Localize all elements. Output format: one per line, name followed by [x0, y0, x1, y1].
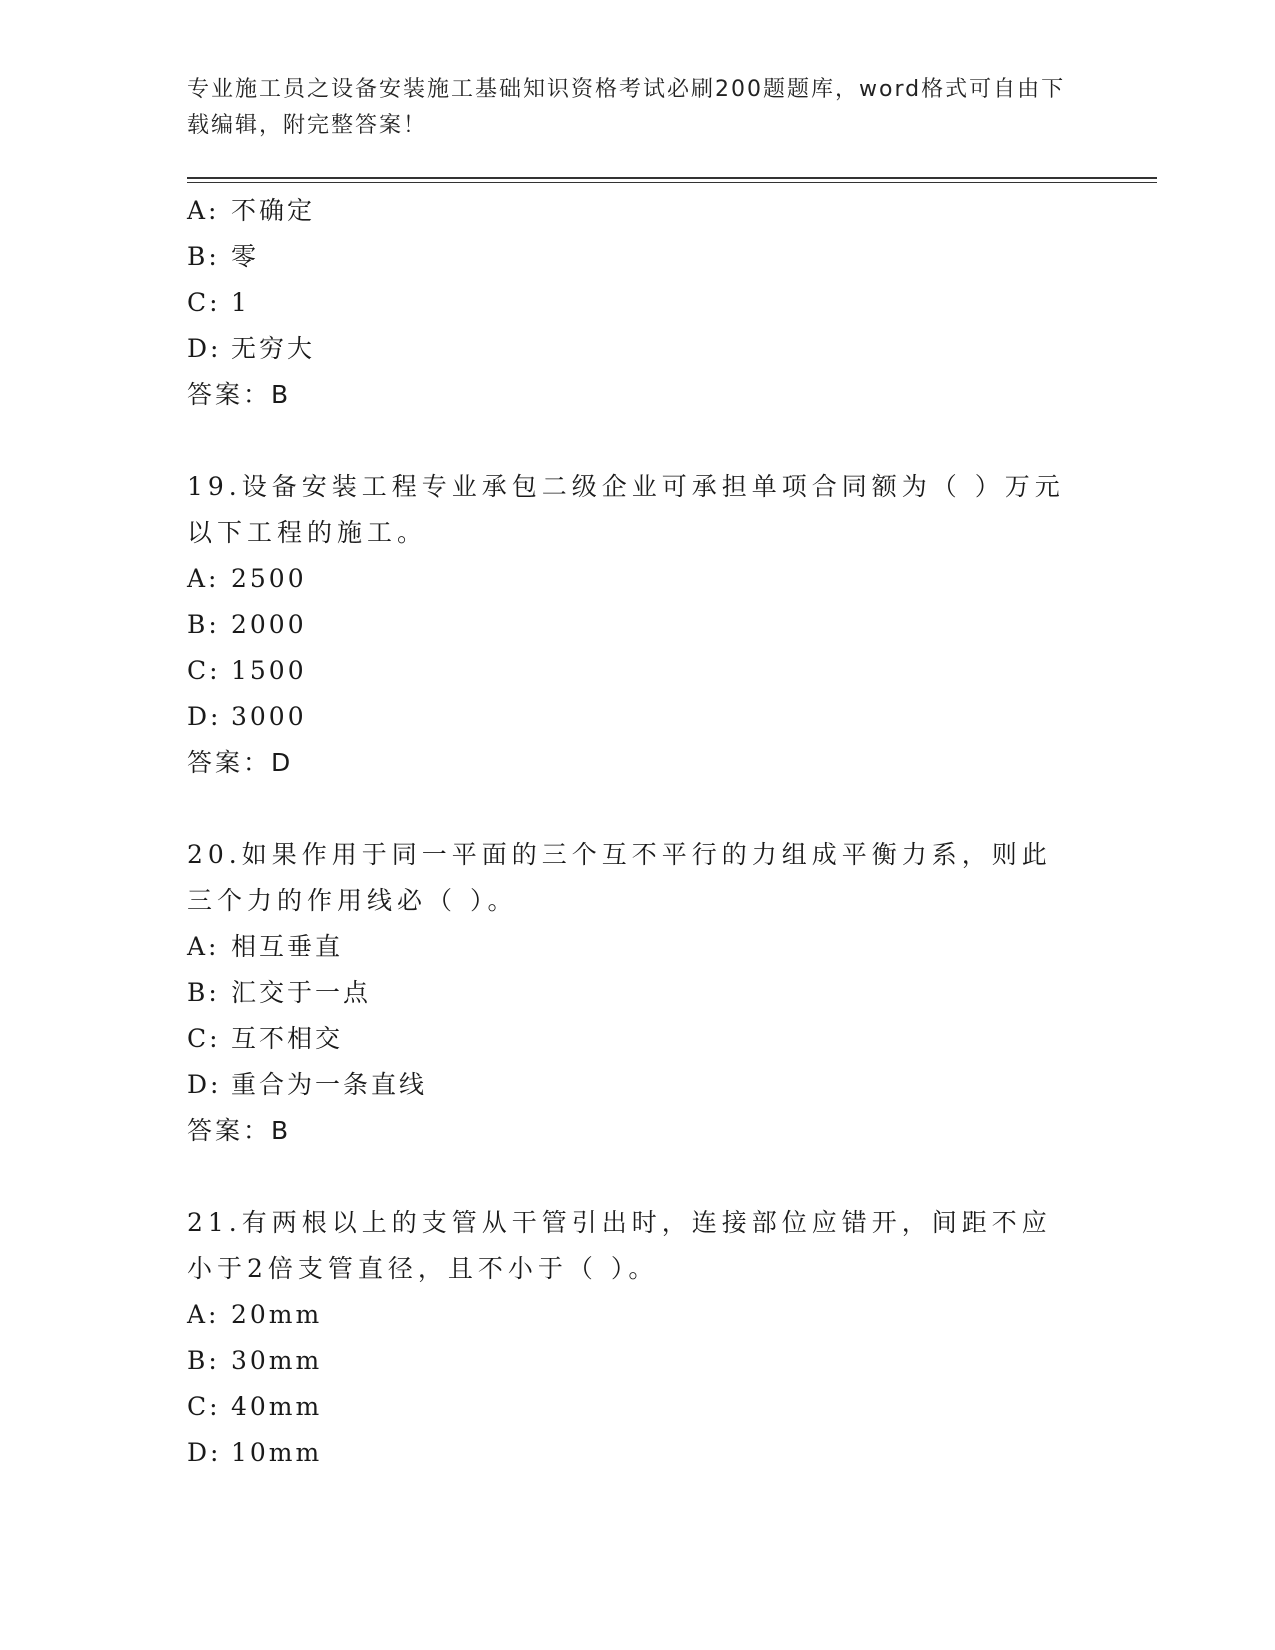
- question-list: [187, 188, 1087, 1476]
- answer-line: 答案：B: [187, 1116, 292, 1145]
- option-a: A: 不确定: [187, 196, 316, 225]
- option-c: C: 1500: [187, 656, 307, 685]
- option-d: D: 3000: [187, 702, 307, 731]
- option-c: C: 40mm: [187, 1392, 323, 1421]
- question-text: 19.设备安装工程专业承包二级企业可承担单项合同额为（ ）万元以下工程的施工。: [187, 472, 1065, 547]
- spacer: [187, 1154, 1087, 1200]
- option-c: C: 互不相交: [187, 1024, 344, 1053]
- document-header: 专业施工员之设备安装施工基础知识资格考试必刷200题题库，word格式可自由下载编辑，附完整答案！: [187, 77, 1066, 138]
- option-d: D: 重合为一条直线: [187, 1070, 428, 1099]
- spacer: [187, 418, 1087, 464]
- header-rule-thin: [187, 182, 1157, 183]
- option-a: A: 相互垂直: [187, 932, 344, 961]
- answer-line: 答案：B: [187, 380, 292, 409]
- option-b: B: 2000: [187, 610, 307, 639]
- question-block-18: [187, 188, 1087, 418]
- question-text: 21.有两根以上的支管从干管引出时，连接部位应错开，间距不应小于2倍支管直径，且不小于（ ）。: [187, 1208, 1052, 1283]
- option-b: B: 零: [187, 242, 260, 271]
- question-block-21: [187, 1200, 1087, 1476]
- question-block-19: [187, 464, 1087, 786]
- question-block-20: [187, 832, 1087, 1154]
- option-b: B: 30mm: [187, 1346, 323, 1375]
- option-a: A: 2500: [187, 564, 307, 593]
- option-d: D: 10mm: [187, 1438, 323, 1467]
- spacer: [187, 786, 1087, 832]
- header-rule-thick: [187, 177, 1157, 179]
- option-b: B: 汇交于一点: [187, 978, 372, 1007]
- option-c: C: 1: [187, 288, 250, 317]
- question-text: 20.如果作用于同一平面的三个互不平行的力组成平衡力系，则此三个力的作用线必（ ）。: [187, 840, 1052, 915]
- option-d: D: 无穷大: [187, 334, 316, 363]
- option-a: A: 20mm: [187, 1300, 323, 1329]
- answer-line: 答案：D: [187, 748, 294, 777]
